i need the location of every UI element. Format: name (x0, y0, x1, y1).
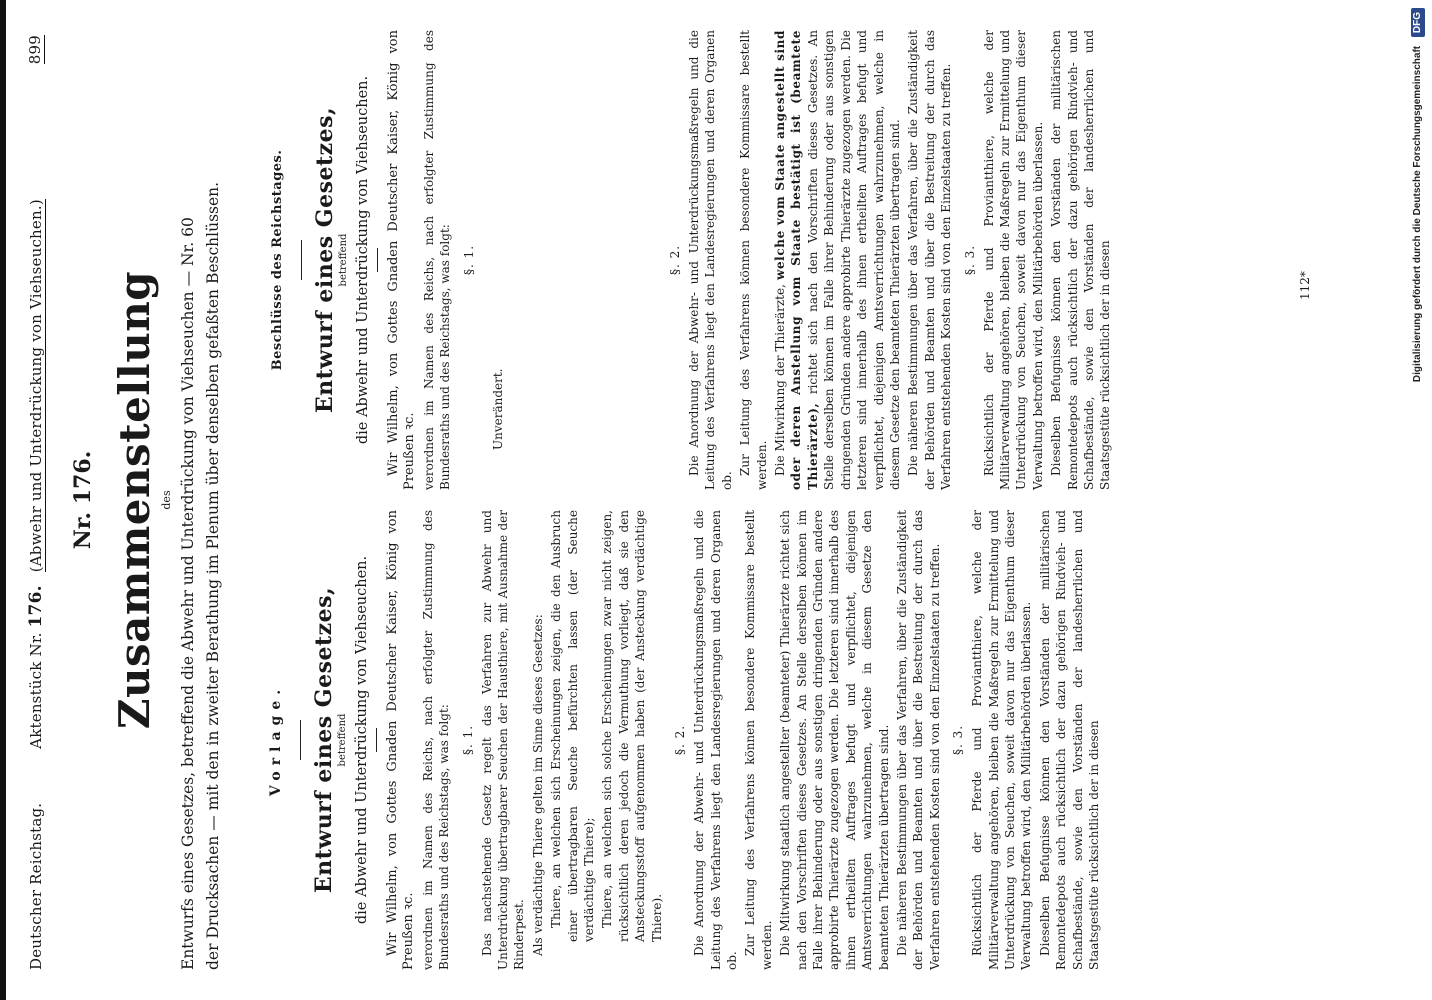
paragraph-1-text-c: Thiere, an welchen sich Erscheinungen zeigen, die den Ausbruch einer übertragbaren Seuche befürchten lassen (der Seuche verdächtige Thiere); (549, 510, 597, 942)
paragraph-2-text-d: Die näheren Bestimmungen über das Verfahren, über die Zuständigkeit der Behörden und Beamten und über die Bestreitung der durch das Verfahren entstehenden Kosten sind von den Einzelstaaten zu treffen. (906, 30, 954, 490)
unchanged-note: Unverändert. (490, 368, 505, 450)
paragraph-2-text-a: Die Anordnung der Abwehr- und Unterdrückungsmaßregeln und die Leitung des Verfahrens liegt den Landesregierungen und deren Organen ob. (687, 30, 734, 490)
divider (301, 240, 302, 280)
column-beschluesse (262, 30, 1116, 490)
beschluesse-heading: Beschlüsse des Reichstages. (270, 149, 285, 371)
column-vorlage (262, 510, 1104, 970)
betreffend-label: betreffend (337, 713, 348, 767)
paragraph-2-text-b: Zur Leitung des Verfahrens können besondere Kommissare bestellt werden. (743, 510, 774, 970)
paragraph-1-heading: §. 1. (461, 244, 476, 276)
paragraph-3-text-a: Rücksichtlich der Pferde und Proviantthiere, welche der Militärverwaltung angehören, bleiben die Maßregeln zur Ermittelung und Unterdrückung von Seuchen, soweit davon nur das Eigenthum dieser Verwaltung betroffen wird, den Militärbehörden überlassen. (981, 30, 1045, 490)
intro-text (176, 30, 226, 970)
paragraph-2-text-c (772, 30, 903, 490)
paragraph-3-heading: §. 3. (951, 724, 966, 756)
des-word: des (160, 490, 173, 510)
paragraph-1-text-d: Thiere, an welchen sich solche Erscheinungen zwar nicht zeigen, rücksichtlich deren jedoch die Vermuthung vorliegt, daß sie den Ansteckungsstoff aufgenommen haben (der Ansteckung verdächtige Thiere). (600, 510, 664, 942)
betreffend-label: betreffend (338, 233, 349, 287)
wir-line: Wir Wilhelm, von Gottes Gnaden Deutscher Kaiser, König von Preußen ꝛc. (386, 30, 418, 490)
divider (300, 720, 301, 760)
paragraph-3-text-b: Dieselben Befugnisse können den Vorständen der militärischen Remontedepots auch rücksichtlich der dazu gehörigen Rindvieh- und Schafbestände, sowie den Vorständen der landesherrlichen und Staatsgestüte rücksichtlich der in diesen (1049, 30, 1113, 490)
main-title: Zusammenstellung (110, 270, 159, 730)
watermark-text: Digitalisierung gefördert durch die Deutsche Forschungsgemeinschaft (1412, 45, 1423, 383)
header-left: Deutscher Reichstag. (27, 802, 45, 970)
paragraph-3-text-b: Dieselben Befugnisse können den Vorständen der militärischen Remontedepots auch rücksichtlich der dazu gehörigen Rindvieh- und Schafbestände, sowie den Vorständen der landesherrlichen und Staatsgestüte rücksichtlich der in diesen (1037, 510, 1102, 970)
verordnen-line: verordnen im Namen des Reichs, nach erfolgter Zustimmung des Bundesraths und des Reichstags, was folgt: (420, 510, 452, 970)
paragraph-2-text-d: Die näheren Bestimmungen über das Verfahren, über die Zuständigkeit der Behörden und Beamten und über die Bestreitung der durch das Verfahren entstehenden Kosten sind von den Einzelstaaten zu treffen. (894, 510, 942, 970)
paragraph-2-text-c-end: richtet sich nach den Vorschriften dieses Gesetzes. An Stelle derselben können im Falle ihrer Behinderung oder aus sonstigen dringenden Gründen andere approbirte Thierärzte zugezogen werden. Die letzteren sind innerhalb des ihnen ertheilten Auftrages befugt und verpflichtet, diejenigen Amtsverrichtungen wahrzunehmen, welche in diesem Gesetze den beamteten Thierärzten übertragen sind. (805, 30, 902, 490)
subject-line: die Abwehr und Unterdrückung von Viehseuchen. (354, 555, 370, 925)
divider (376, 728, 377, 752)
paragraph-3-heading: §. 3. (962, 244, 977, 276)
vorlage-heading: Vorlage. (268, 683, 284, 797)
paragraph-1-text-b: Als verdächtige Thiere gelten im Sinne dieses Gesetzes: (530, 614, 545, 956)
signature-mark: 112* (1298, 271, 1312, 300)
document-number: Nr. 176. (70, 450, 96, 550)
intro-line-2: der Drucksachen — mit den in zweiter Berathung im Plenum über denselben gefaßten Beschlüssen. (204, 181, 222, 970)
page-number: 899 (26, 35, 44, 65)
paragraph-1-heading: §. 1. (460, 724, 475, 756)
paragraph-3-text-a: Rücksichtlich der Pferde und Proviantthiere, welche der Militärverwaltung angehören, bleiben die Maßregeln zur Ermittelung und Unterdrückung von Seuchen, soweit davon nur das Eigenthum dieser Verwaltung betroffen wird, den Militärbehörden überlassen. (970, 510, 1034, 970)
paragraph-2-text-a: Die Anordnung der Abwehr- und Unterdrückungsmaßregeln und die Leitung des Verfahrens liegt den Landesregierungen und deren Organen ob. (692, 510, 739, 970)
header-mid: Aktenstück Nr. (27, 632, 45, 749)
paragraph-2-text-b: Zur Leitung des Verfahrens können besondere Kommissare bestellt werden. (738, 30, 769, 490)
paragraph-1-text-a: Das nachstehende Gesetz regelt das Verfahren zur Abwehr und Unterdrückung übertragbarer Seuchen der Hausthiere, mit Ausnahme der Rinderpest. (479, 510, 527, 970)
paragraph-2-heading: §. 2. (668, 244, 683, 276)
header-number: 176. (26, 585, 46, 628)
digitization-watermark (1408, 0, 1428, 1000)
watermark-text-container (1408, 0, 1428, 1000)
paragraph-2-text-c-start: Die Mitwirkung der Thierärzte, (773, 284, 788, 476)
wir-line: Wir Wilhelm, von Gottes Gnaden Deutscher Kaiser, König von Preußen ꝛc. (385, 510, 417, 970)
page-header (26, 35, 46, 970)
paragraph-2-heading: §. 2. (673, 724, 688, 756)
intro-line-1: Entwurfs eines Gesetzes, betreffend die Abwehr und Unterdrückung von Viehseuchen — Nr. 60 (179, 217, 197, 970)
dfg-logo: DFG (1411, 8, 1425, 37)
header-topic: (Abwehr und Unterdrückung von Viehseuchen.) (27, 199, 45, 573)
draft-title: Entwurf eines Gesetzes, (312, 106, 338, 414)
draft-title: Entwurf eines Gesetzes, (311, 586, 337, 894)
divider (377, 248, 378, 272)
verordnen-line: verordnen im Namen des Reichs, nach erfolgter Zustimmung des Bundesraths und des Reichstags, was folgt: (421, 30, 453, 490)
paragraph-2-text-c-amendment: welche vom Staate angestellt sind oder deren Anstellung vom Staate bestätigt ist (beamtete Thierärzte), (773, 30, 820, 490)
paragraph-2-text-c: Die Mitwirkung staatlich angestellter (beamteter) Thierärzte richtet sich nach den Vorschriften dieses Gesetzes. An Stelle derselben können im Falle ihrer Behinderung oder aus sonstigen dringenden Gründen andere approbirte Thierärzte zugezogen werden. Die letzteren sind innerhalb des ihnen ertheilten Auftrages befugt und verpflichtet, diejenigen Amtsverrichtungen wahrzunehmen, welche in diesem Gesetze den beamteten Thierärzten übertragen sind. (778, 510, 891, 970)
subject-line: die Abwehr und Unterdrückung von Viehseuchen. (355, 75, 371, 445)
